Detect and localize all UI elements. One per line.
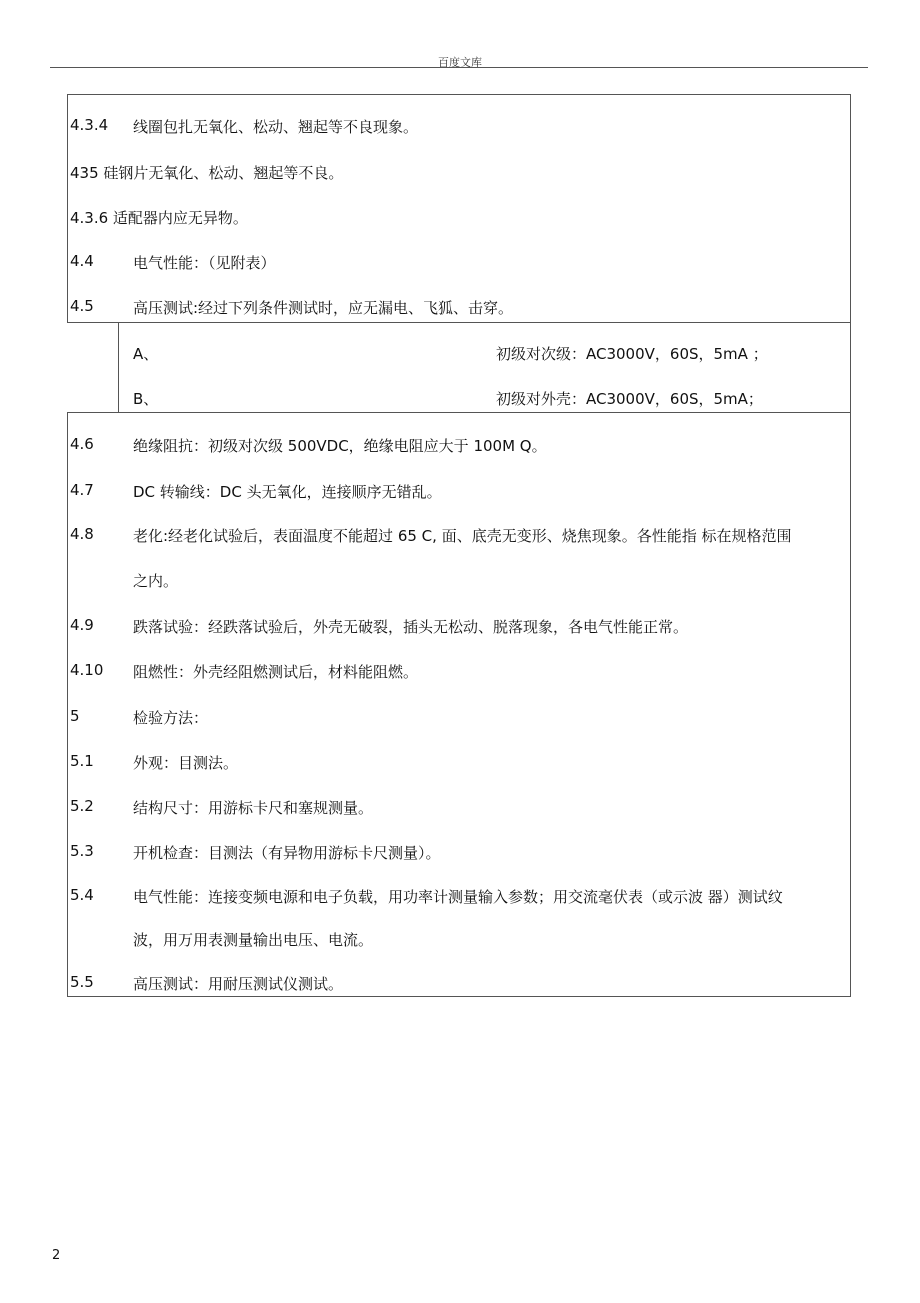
item-number: 5 — [70, 707, 80, 725]
item-text: 线圈包扎无氧化、松动、翘起等不良现象。 — [133, 118, 419, 136]
item-text: 检验方法： — [133, 709, 209, 727]
item-number: 4.9 — [70, 616, 94, 634]
item-text: 老化:经老化试验后，表面温度不能超过 65 C, 面、底壳无变形、烧焦现象。各性能指 标在规格范围 — [133, 527, 792, 545]
item-text: 跌落试验：经跌落试验后，外壳无破裂，插头无松动、脱落现象，各电气性能正常。 — [133, 618, 689, 636]
item-text: 435 硅钢片无氧化、松动、翘起等不良。 — [70, 164, 344, 182]
spec-box-bottom — [67, 412, 851, 997]
item-text: 绝缘阻抗：初级对次级 500VDC，绝缘电阻应大于 100M Q。 — [133, 437, 547, 455]
item-number: 4.8 — [70, 525, 94, 543]
item-text: 之内。 — [133, 572, 179, 590]
item-text: 4.3.6 适配器内应无异物。 — [70, 209, 248, 227]
item-number: 5.3 — [70, 842, 94, 860]
page-number: 2 — [52, 1248, 61, 1263]
item-text: 阻燃性：外壳经阻燃测试后，材料能阻燃。 — [133, 663, 419, 681]
item-text: 高压测试:经过下列条件测试时，应无漏电、飞狐、击穿。 — [133, 299, 514, 317]
condition-text: 初级对外壳：AC3000V，60S，5mA； — [496, 390, 763, 408]
item-text: 波，用万用表测量输出电压、电流。 — [133, 931, 374, 949]
item-text: 电气性能：连接变频电源和电子负载，用功率计测量输入参数；用交流毫伏表（或示波 器）测试纹 — [133, 888, 783, 906]
item-number: 5.4 — [70, 886, 94, 904]
item-text: 高压测试：用耐压测试仪测试。 — [133, 975, 344, 993]
condition-text: 初级对次级：AC3000V，60S，5mA ； — [496, 345, 768, 363]
item-text: 外观：目测法。 — [133, 754, 239, 772]
item-text: 电气性能：（见附表） — [133, 254, 276, 272]
item-text: DC 转输线：DC 头无氧化，连接顺序无错乱。 — [133, 483, 442, 501]
item-text: 开机检查：目测法（有异物用游标卡尺测量）。 — [133, 844, 441, 862]
item-number: 5.2 — [70, 797, 94, 815]
item-number: 4.4 — [70, 252, 94, 270]
page-header-title: 百度文库 — [438, 56, 482, 69]
item-number: 5.1 — [70, 752, 94, 770]
item-number: 4.6 — [70, 435, 94, 453]
item-number: 5.5 — [70, 973, 94, 991]
item-number: 4.3.4 — [70, 116, 109, 134]
item-number: 4.10 — [70, 661, 104, 679]
item-number: 4.7 — [70, 481, 94, 499]
condition-label: A、 — [133, 345, 159, 363]
condition-label: B、 — [133, 390, 159, 408]
header-rule — [50, 67, 868, 68]
hv-condition-box — [118, 322, 851, 413]
item-number: 4.5 — [70, 297, 94, 315]
item-text: 结构尺寸：用游标卡尺和塞规测量。 — [133, 799, 374, 817]
spec-box-top — [67, 94, 851, 323]
